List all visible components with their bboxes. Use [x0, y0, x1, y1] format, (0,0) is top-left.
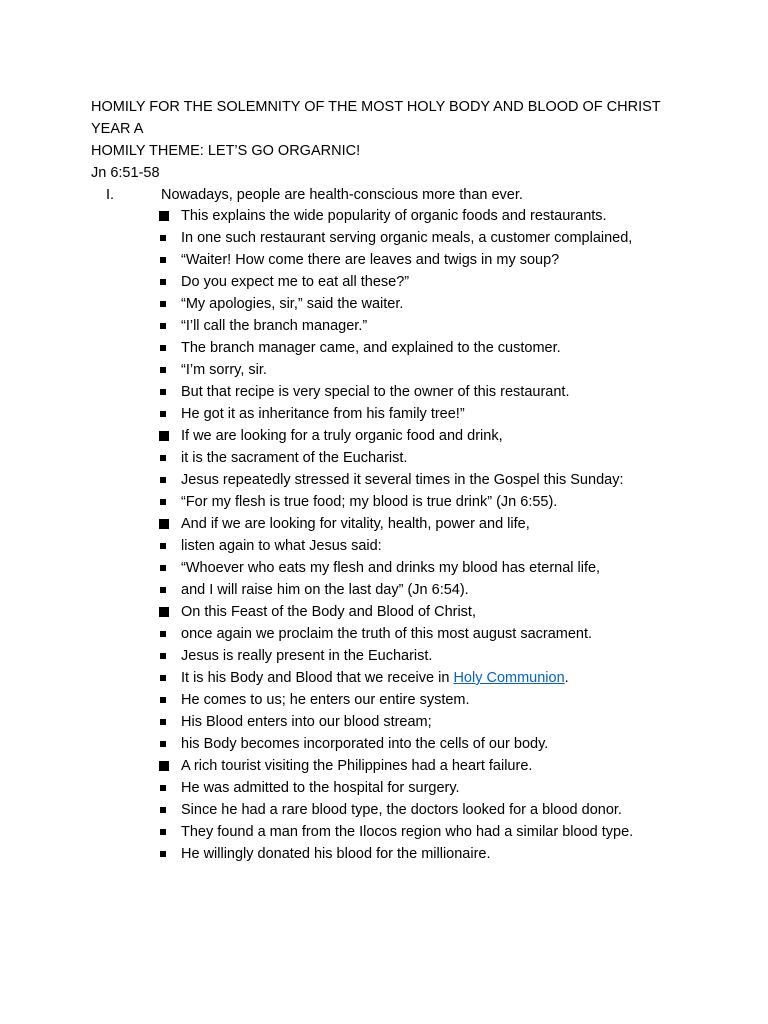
list-item-text: In one such restaurant serving organic meals, a customer complained, — [181, 230, 633, 246]
section-numeral: I. — [106, 187, 115, 203]
list-item-text: “I’ll call the branch manager.” — [181, 318, 368, 334]
list-item-text: “My apologies, sir,” said the waiter. — [181, 296, 404, 312]
list-item-text: Do you expect me to eat all these?” — [181, 274, 410, 290]
list-item — [158, 557, 748, 579]
small-square-bullet-icon — [158, 667, 174, 689]
small-square-bullet-icon — [158, 557, 174, 579]
list-item — [158, 689, 748, 711]
small-square-bullet-icon — [158, 337, 174, 359]
list-item-text: If we are looking for a truly organic food and drink, — [181, 428, 503, 444]
list-item-text: Jesus repeatedly stressed it several times in the Gospel this Sunday: — [181, 472, 624, 488]
list-item — [158, 271, 748, 293]
homily-title: HOMILY FOR THE SOLEMNITY OF THE MOST HOLY BODY AND BLOOD OF CHRIST — [91, 99, 661, 115]
list-item-text: and I will raise him on the last day” (Jn 6:54). — [181, 582, 469, 598]
section-one — [106, 184, 523, 206]
small-square-bullet-icon — [158, 271, 174, 293]
list-item-text: “For my flesh is true food; my blood is true drink” (Jn 6:55). — [181, 494, 558, 510]
small-square-bullet-icon — [158, 491, 174, 513]
list-item-text: “Waiter! How come there are leaves and twigs in my soup? — [181, 252, 560, 268]
list-item-text: his Body becomes incorporated into the cells of our body. — [181, 736, 549, 752]
list-item-text: It is his Body and Blood that we receive in — [181, 670, 454, 686]
small-square-bullet-icon — [158, 381, 174, 403]
small-square-bullet-icon — [158, 315, 174, 337]
list-item — [158, 755, 748, 777]
list-item-text: This explains the wide popularity of organic foods and restaurants. — [181, 208, 607, 224]
list-item-text: Jesus is really present in the Eucharist. — [181, 648, 433, 664]
list-item-text: He comes to us; he enters our entire system. — [181, 692, 470, 708]
list-item-text: A rich tourist visiting the Philippines had a heart failure. — [181, 758, 533, 774]
list-item — [158, 601, 748, 623]
bullet-list — [158, 205, 748, 865]
document-header — [91, 96, 731, 184]
list-item-text: listen again to what Jesus said: — [181, 538, 382, 554]
list-item-text: it is the sacrament of the Eucharist. — [181, 450, 408, 466]
list-item — [158, 579, 748, 601]
list-item-text: His Blood enters into our blood stream; — [181, 714, 432, 730]
homily-year: YEAR A — [91, 121, 144, 137]
list-item-text: once again we proclaim the truth of this most august sacrament. — [181, 626, 593, 642]
list-item — [158, 337, 748, 359]
list-item-suffix: . — [564, 670, 569, 686]
list-item-text: He was admitted to the hospital for surgery. — [181, 780, 460, 796]
holy-communion-link[interactable]: Holy Communion — [453, 670, 565, 686]
list-item — [158, 381, 748, 403]
list-item-text: He willingly donated his blood for the millionaire. — [181, 846, 491, 862]
small-square-bullet-icon — [158, 843, 174, 865]
list-item — [158, 425, 748, 447]
list-item — [158, 821, 748, 843]
list-item-text: He got it as inheritance from his family tree!” — [181, 406, 465, 422]
list-item — [158, 513, 748, 535]
list-item — [158, 227, 748, 249]
list-item-text: On this Feast of the Body and Blood of Christ, — [181, 604, 476, 620]
small-square-bullet-icon — [158, 249, 174, 271]
small-square-bullet-icon — [158, 711, 174, 733]
list-item — [158, 799, 748, 821]
list-item — [158, 623, 748, 645]
square-bullet-icon — [158, 425, 174, 447]
small-square-bullet-icon — [158, 359, 174, 381]
small-square-bullet-icon — [158, 821, 174, 843]
scripture-reference: Jn 6:51-58 — [91, 165, 160, 181]
list-item-text: And if we are looking for vitality, health, power and life, — [181, 516, 530, 532]
list-item-text: But that recipe is very special to the owner of this restaurant. — [181, 384, 570, 400]
list-item — [158, 843, 748, 865]
small-square-bullet-icon — [158, 799, 174, 821]
small-square-bullet-icon — [158, 689, 174, 711]
square-bullet-icon — [158, 513, 174, 535]
small-square-bullet-icon — [158, 645, 174, 667]
list-item — [158, 205, 748, 227]
list-item — [158, 469, 748, 491]
small-square-bullet-icon — [158, 227, 174, 249]
list-item — [158, 733, 748, 755]
list-item-text: “Whoever who eats my flesh and drinks my blood has eternal life, — [181, 560, 601, 576]
list-item-text: The branch manager came, and explained to the customer. — [181, 340, 561, 356]
section-text: Nowadays, people are health-conscious more than ever. — [161, 187, 523, 203]
small-square-bullet-icon — [158, 469, 174, 491]
list-item — [158, 491, 748, 513]
small-square-bullet-icon — [158, 447, 174, 469]
list-item — [158, 403, 748, 425]
small-square-bullet-icon — [158, 293, 174, 315]
list-item — [158, 667, 748, 689]
small-square-bullet-icon — [158, 733, 174, 755]
list-item — [158, 293, 748, 315]
list-item — [158, 777, 748, 799]
small-square-bullet-icon — [158, 403, 174, 425]
small-square-bullet-icon — [158, 579, 174, 601]
homily-theme: HOMILY THEME: LET’S GO ORGARNIC! — [91, 143, 361, 159]
list-item-text: Since he had a rare blood type, the doctors looked for a blood donor. — [181, 802, 622, 818]
square-bullet-icon — [158, 601, 174, 623]
list-item-text: “I’m sorry, sir. — [181, 362, 267, 378]
list-item — [158, 249, 748, 271]
list-item — [158, 359, 748, 381]
small-square-bullet-icon — [158, 777, 174, 799]
list-item — [158, 711, 748, 733]
list-item-text: They found a man from the Ilocos region who had a similar blood type. — [181, 824, 634, 840]
square-bullet-icon — [158, 205, 174, 227]
small-square-bullet-icon — [158, 535, 174, 557]
small-square-bullet-icon — [158, 623, 174, 645]
list-item — [158, 447, 748, 469]
square-bullet-icon — [158, 755, 174, 777]
list-item — [158, 645, 748, 667]
list-item — [158, 315, 748, 337]
list-item — [158, 535, 748, 557]
